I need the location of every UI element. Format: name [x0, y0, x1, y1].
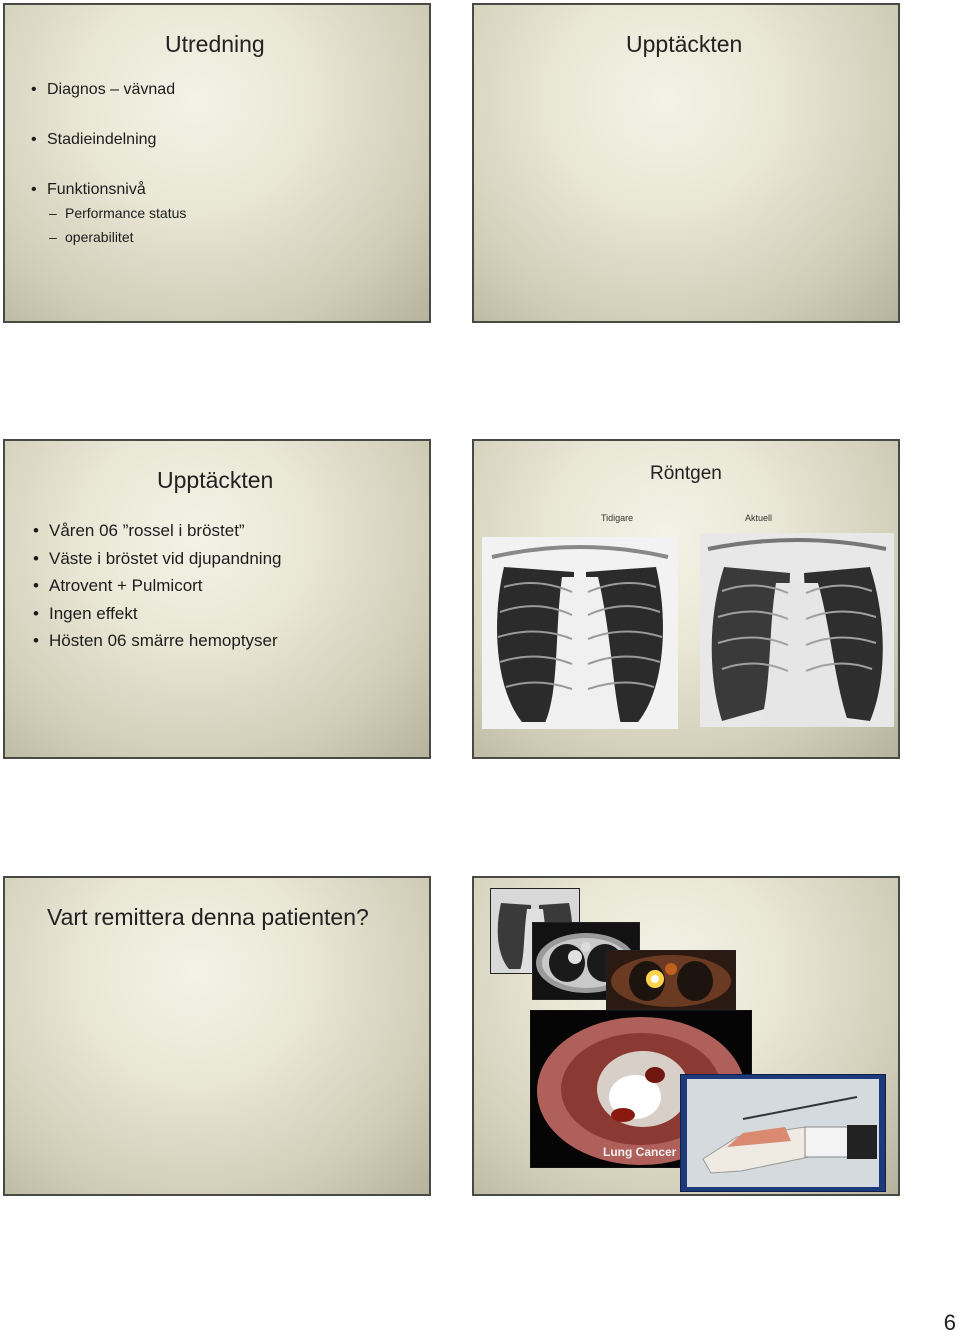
- slide-upptackten: [3, 439, 431, 759]
- bullet-item: • Våren 06 ”rossel i bröstet”: [31, 517, 282, 545]
- page-number: 6: [943, 1310, 956, 1335]
- pet-scan-graphic: [607, 951, 735, 1009]
- chest-xray-image: [700, 533, 894, 727]
- slide-title: Utredning: [165, 31, 265, 57]
- bullet-item: • Funktionsnivå – Performance status – operabilitet: [29, 181, 186, 249]
- chest-xray-previous: [482, 537, 678, 729]
- pet-scan-image: [606, 950, 736, 1010]
- slide-upptackten-blank: [472, 3, 900, 323]
- xray-label-previous: Tidigare: [601, 513, 634, 523]
- biopsy-instrument-image: [680, 1074, 886, 1192]
- bullet-list: [29, 81, 186, 249]
- chest-xray-current: [700, 533, 894, 727]
- biopsy-instrument-graphic: [681, 1075, 885, 1191]
- slide-rontgen: [472, 439, 900, 759]
- bullet-item: • Väste i bröstet vid djupandning: [31, 545, 282, 573]
- sub-bullet-list: [47, 201, 186, 249]
- bullet-item: • Atrovent + Pulmicort: [31, 572, 282, 600]
- slide-title: Vart remittera denna patienten?: [47, 904, 369, 930]
- sub-bullet-item: – operabilitet: [47, 225, 186, 249]
- bullet-item: • Stadieindelning: [29, 131, 186, 149]
- bullet-item: • Ingen effekt: [31, 600, 282, 628]
- slide-title: Upptäckten: [157, 467, 274, 493]
- bullet-item: • Hösten 06 smärre hemoptyser: [31, 627, 282, 655]
- slide-title: Röntgen: [650, 463, 722, 484]
- slide-title: Upptäckten: [626, 31, 743, 57]
- slide-image-collage: [472, 876, 900, 1196]
- slide-utredning: [3, 3, 431, 323]
- chest-xray-image: [482, 537, 678, 729]
- bullet-list: [31, 517, 282, 655]
- slide-question: [3, 876, 431, 1196]
- sub-bullet-item: – Performance status: [47, 201, 186, 225]
- xray-label-current: Aktuell: [745, 513, 773, 523]
- image-caption: Lung Cancer: [603, 1145, 677, 1159]
- bullet-item: • Diagnos – vävnad: [29, 81, 186, 99]
